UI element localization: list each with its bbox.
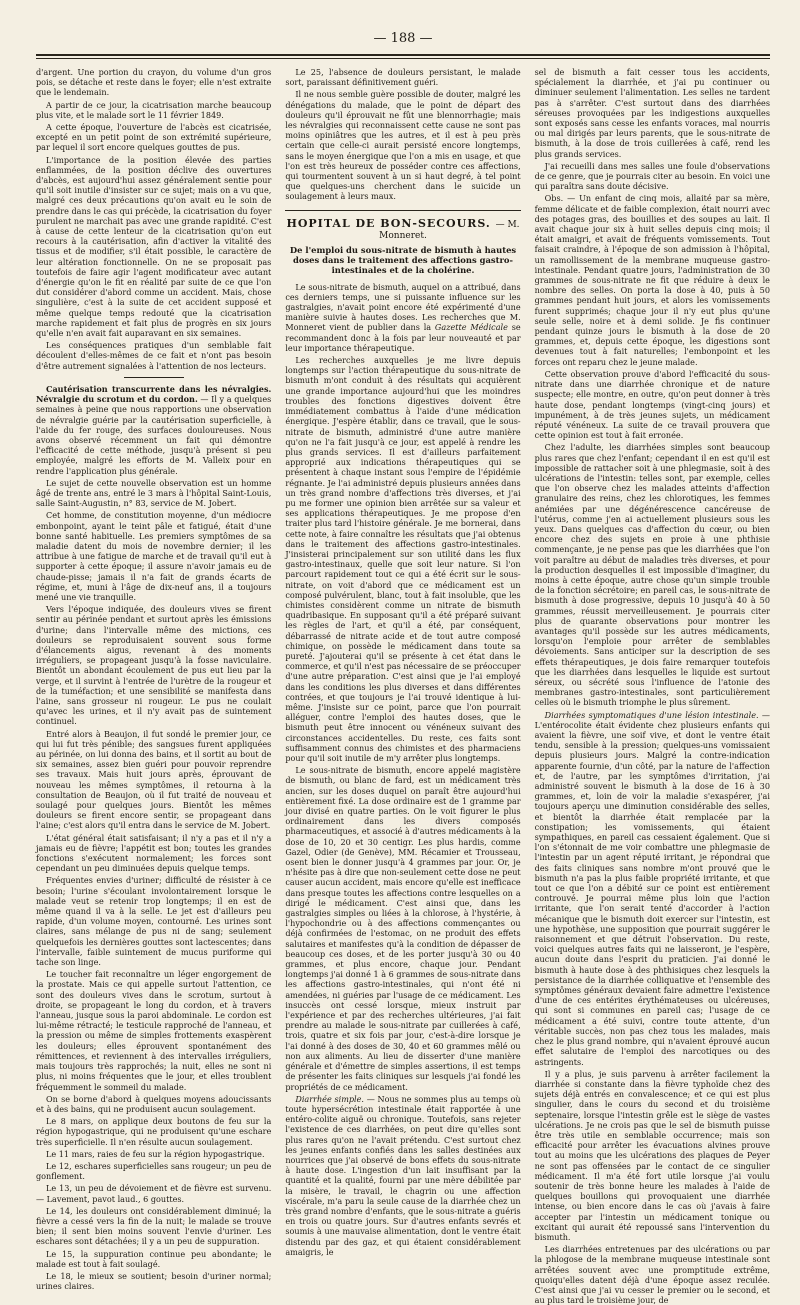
paragraph: Le sous-nitrate de bismuth, encore appelé magistère de bismuth, ou blanc de fard, est un médicament très ancien, sur les doses duquel on paraît être aujourd'hui entièrement fixé. La dose ordinaire est de 1 gramme par jour divisé en quatre parties. On le voit figurer le plus ordinairement dans les divers composés pharmaceutiques, et associé à d'autres médicaments à la dose de 10, 20 et 30 centigr. Les plus hardis, comme Gazel, Odier (de Genève), MM. Récamier et Trousseau, osent bien le donner jusqu'à 4 grammes par jour. Or, je n'hésite pas à dire que non-seulement cette dose ne peut causer aucun accident, mais encore qu'elle est inefficace dans presque toutes les affections contre lesquelles on a dirigé le médicament. C'est ainsi que, dans les gastralgies simples ou liées à la chlorose, à l'hystérie, à l'hypochondrie ou à des affections commençantes ou déjà confirmées de l'estomac, on ne produit des effets salutaires et manifestes qu'à la condition de dépasser de beaucoup ces doses, et de les porter jusqu'à 30 ou 40 grammes, et plus encore, chaque jour. Pendant longtemps j'ai donné 1 à 6 grammes de sous-nitrate dans les affections gastro-intestinales, qui n'ont été ni amendées, ni guéries par l'usage de ce médicament. Les insuccès ont cessé lorsque, mieux instruit par l'expérience et par des recherches ultérieures, j'ai fait prendre au malade le sous-nitrate par cuillerées à café, trois, quatre et six fois par jour, c'est-à-dire lorsque je l'ai donné à des doses de 30, 40 et 60 grammes mêlé ou non aux aliments. Au lieu de disserter d'une manière générale et d'émettre de simples assertions, il est temps de présenter les faits cliniques sur lesquels j'ai fondé les propriétés de ce médicament. xyxy=(285,765,521,1092)
columns xyxy=(36,67,770,1305)
paragraph: Il ne nous semble guère possible de douter, malgré les dénégations du malade, que le point de départ des douleurs qu'il éprouvait ne fût une blennorrhagie; mais les névralgies qui reconnaissent cette cause ne sont pas moins opiniâtres que les autres, et il est à peu près certain que celle-ci aurait persisté encore longtemps, sans le moyen énergique que l'on a mis en usage, et que l'on est très heureux de posséder contre ces affections, qui tourmentent souvent à un si haut degré, à tel point que quelques-uns cherchent dans le suicide un soulagement à leurs maux. xyxy=(285,89,521,202)
paragraph xyxy=(535,193,770,366)
paragraph: Le 14, les douleurs ont considérablement diminué; la fièvre a cessé vers la fin de la nuit; le malade se trouve bien; il sent bien moins souvent l'envie d'uriner. Les eschares sont détachées; il y a un peu de suppuration. xyxy=(36,1205,272,1247)
paragraph: Le 15, la suppuration continue peu abondante; le malade est tout à fait soulagé. xyxy=(36,1248,272,1269)
subsection-title: Diarrhée simple. xyxy=(295,1093,365,1104)
observation-label: Obs. xyxy=(544,193,564,204)
paragraph: Le 12, eschares superficielles sans rougeur; un peu de gonflement. xyxy=(36,1160,272,1182)
header-rule xyxy=(36,54,770,59)
paragraph xyxy=(285,1094,520,1257)
paragraph-text: — Nous ne sommes plus au temps où toute hypersécrétion intestinale était rapportée à une entéro-colite aiguë ou chronique. Toutefois, sans rejeter l'existence de ces diarrhées, on peut dire qu'elles sont plus rares qu'on ne l'avait prétendu. C'est surtout chez les jeunes enfants confiés dans les salles destinées aux nourrices que j'ai observé de bons effets du sous-nitrate à haute dose. L'ingestion d'un lait insuffisant par la quantité et la qualité, fourni par une mère débilitée par la misère, le travail, le chagrin ou une affection viscérale, m'a paru la seule cause de la diarrhée chez un très grand nombre d'enfants, que le sous-nitrate a guéris en trois ou quatre jours. Sur d'autres enfants sevrés et soumis à une mauvaise alimentation, dont le ventre était distendu par des gaz, et qui étaient considérablement amaigris, le xyxy=(285,1093,521,1257)
paragraph-text: — Il y a quelques semaines à peine que nous rapportions une observation de névralgie guérie par la cautérisation superficielle, à l'aide du fer rouge, des surfaces douloureuses. Nous avons observé récemment un fait qui démontre l'efficacité de cette méthode, jusqu'à présent si peu employée, malgré les efforts de M. Valleix pour en rendre l'application plus générale. xyxy=(36,394,272,476)
paragraph-text: — L'entérocolite était évidente chez plusieurs enfants qui avaient la fièvre, une soif vive, et dont le ventre était tendu, sensible à la pression; quelques-uns vomissaient depuis plusieurs jours. Malgré la contre-indication apparente fournie, d'un côté, par la nature de l'affection et, de l'autre, par les symptômes d'irritation, j'ai administré souvent le bismuth à la dose de 16 à 30 grammes, et, loin de voir la maladie s'exaspérer, j'ai toujours aperçu une diminution considérable des selles, et bientôt la diarrhée était remplacée par la constipation; les vomissements, qui étaient sympathiques, en pareil cas cessaient également. Que si l'on s'étonnait de me voir combattre une phlegmasie de l'intestin par un agent réputé irritant, je répondrai que des faits cliniques sans nombre m'ont prouvé que le bismuth n'a pas la plus faible propriété irritante, et que tout ce que l'on a débité sur ce point est entièrement controuvé. Je pourrai même plus loin que l'action irritante, que l'on serait tenté d'accorder à l'action mécanique que le bismuth doit exercer sur l'intestin, est une hypothèse, une supposition que pourrait suggérer le raisonnement et que détruit l'observation. Du reste, voici quelques autres faits qui ne laisseront, je l'espère, aucun doute dans l'esprit du praticien. J'ai donné le bismuth à haute dose à des phthisiques chez lesquels la persistance de la diarrhée colliquative et l'ensemble des symptômes généraux devaient faire admettre l'existence d'une de ces entérites érythémateuses ou ulcéreuses, qui sont si communes en pareil cas; l'usage de ce médicament a été suivi, contre toute attente, d'un véritable succès, non pas chez tous les malades, mais chez le plus grand nombre, qui n'avaient éprouvé aucun effet salutaire de l'emploi des narcotiques ou des astringents. xyxy=(534,709,770,1067)
paragraph: Les recherches auxquelles je me livre depuis longtemps sur l'action thérapeutique du sous-nitrate de bismuth m'ont conduit à des résultats qui acquièrent une grande importance aujourd'hui que les moindres troubles des fonctions digestives doivent être immédiatement combattus à l'aide d'une médication énergique. J'espère établir, dans ce travail, que le sous-nitrate de bismuth, administré d'une autre manière qu'on ne l'a fait jusqu'à ce jour, est appelé à rendre les plus grands services. Il est d'ailleurs parfaitement approprié aux indications thérapeutiques qui se présentent à chaque instant sous l'empire de l'épidémie régnante. Je l'ai administré depuis plusieurs années dans un très grand nombre d'affections très diverses, et j'ai pu me former une opinion bien arrêtée sur sa valeur et ses applications thérapeutiques. Je me propose d'en traiter plus tard l'histoire générale. Je me bornerai, dans cette note, à faire connaître les résultats que j'ai obtenus dans le traitement des affections gastro-intestinales. J'insisterai principalement sur son utilité dans les flux gastro-intestinaux, quelle que soit leur nature. Si l'on parcourt rapidement tout ce qui a été écrit sur le sous-nitrate, on voit d'abord que ce médicament est un composé pulvérulent, blanc, tout à fait insoluble, que les chimistes considèrent comme un nitrate de bismuth quadribasique. En supposant qu'il a été préparé suivant les règles de l'art, et qu'il a été, par conséquent, débarrassé de nitrate acide et de tout autre composé chimique, on possède le médicament dans toute sa pureté. J'ajouterai qu'il se présente à cet état dans le commerce, et qu'il n'est pas nécessaire de se préoccuper d'une autre préparation. C'est ainsi que je l'ai employé dans les conditions les plus diverses et dans différentes contrées, et que toujours je l'ai trouvé identique à lui-même. J'insiste sur ce point, parce que l'on pourrait alléguer, contre l'emploi des hautes doses, que le bismuth peut être innocent ou vénéneux suivant des circonstances accidentelles. Du reste, ces faits sont suffisamment connus des chimistes et des pharmaciens pour qu'il soit inutile de m'y arrêter plus longtemps. xyxy=(285,355,521,763)
column-3 xyxy=(534,67,770,1305)
paragraph xyxy=(535,710,770,1067)
paragraph: L'importance de la position élevée des parties enflammées, de la position déclive des ouvertures d'abcès, est aujourd'hui assez généralement sentie pour qu'il soit inutile d'insister sur ce sujet; mais on a vu que, malgré ces deux précautions qu'on avait eu le soin de prendre dans le cas qui précède, la cicatrisation du foyer purulent ne marchait pas avec une grande rapidité. C'est à cause de cette lenteur de la cicatrisation qu'on eut recours à la cautérisation, afin d'activer la vitalité des tissus et de modifier, s'il était possible, le caractère de leur altération fonctionnelle. On ne se proposait pas toutefois de faire agir l'agent modificateur avec autant d'énergie qu'on le fit en réalité par suite de ce que l'on dut considérer d'abord comme un accident. Mais, chose singulière, c'est à la suite de cet accident supposé et même quelque temps redouté que la cicatrisation marche rapidement et fait plus de progrès en six jours qu'elle n'en avait fait auparavant en six semaines. xyxy=(36,154,272,339)
page-number: — 188 — xyxy=(373,31,433,46)
paragraph: Les diarrhées entretenues par des ulcérations ou par la phlogose de la membrane muqueuse intestinale sont arrêtées souvent avec une promptitude extrême, quoiqu'elles datent déjà d'une époque assez reculée. C'est ainsi que j'ai vu cesser le premier ou le second, et au plus tard le troisième jour, de xyxy=(534,1244,770,1305)
paragraph: Le 25, l'absence de douleurs persistant, le malade sort, paraissant définitivement guéri. xyxy=(285,67,521,88)
paragraph: Cet homme, de constitution moyenne, d'un médiocre embonpoint, ayant le teint pâle et fatigué, était d'une bonne santé habituelle. Les premiers symptômes de sa maladie datent du mois de novembre dernier; il les attribue à une fatigue de marche et de travail qu'il eut à supporter à cette époque; il assure n'avoir jamais eu de chaude-pisse; jamais il n'a fait de grands écarts de régime, et, muni à l'âge de dix-neuf ans, il a toujours mené une vie tranquille. xyxy=(36,510,272,602)
hospital-name: HOPITAL DE BON-SECOURS. xyxy=(286,216,491,230)
paragraph: Entré alors à Beaujon, il fut sondé le premier jour, ce qui lui fut très pénible; des sangsues furent appliquées au périnée, on lui donna des bains, et il sortit au bout de six semaines, assez bien guéri pour pouvoir reprendre ses travaux. Mais huit jours après, éprouvant de nouveau les mêmes symptômes, il retourna à la consultation de Beaujon, où il fut traité de nouveau et soulagé pour quelques jours. Bientôt les mêmes douleurs se firent encore sentir, se propageant dans l'aine; c'est alors qu'il entra dans le service de M. Jobert. xyxy=(36,728,272,831)
paragraph: Cette observation prouve d'abord l'efficacité du sous-nitrate dans une diarrhée chronique et de nature suspecte; elle montre, en outre, qu'on peut donner à très haute dose, pendant longtemps (vingt-cinq jours) et impunément, à de très jeunes sujets, un médicament réputé vénéneux. La suite de ce travail prouvera que cette opinion est tout à fait erronée. xyxy=(534,368,770,441)
column-2 xyxy=(285,67,521,1257)
paragraph: Les conséquences pratiques d'un semblable fait découlent d'elles-mêmes de ce fait et n'ont pas besoin d'être autrement signalées à l'attention de nos lecteurs. xyxy=(36,340,272,371)
paragraph: Le 18, le mieux se soutient; besoin d'uriner normal; urines claires. xyxy=(36,1270,272,1292)
subsection-title: Diarrhées symptomatiques d'une lésion intestinale. xyxy=(544,709,759,720)
paragraph: Le sujet de cette nouvelle observation est un homme âgé de trente ans, entré le 3 mars à l'hôpital Saint-Louis, salle Saint-Augustin, n° 83, service de M. Jobert. xyxy=(36,477,272,509)
article-subtitle: De l'emploi du sous-nitrate de bismuth à hautes doses dans le traitement des affections gastro-intestinales et de la cholérine. xyxy=(289,245,517,276)
paragraph: A cette époque, l'ouverture de l'abcès est cicatrisée, excepté en un petit point de son extrémité supérieure, par lequel il sort encore quelques gouttes de pus. xyxy=(36,122,272,153)
paragraph: Fréquentes envies d'uriner; difficulté de résister à ce besoin; l'urine s'écoulant involontairement lorsque le malade veut se retenir trop longtemps; il en est de même quand il va à la selle. Le jet est d'ailleurs peu rapide, d'un volume moyen, contourné. Les urines sont claires, sans mélange de pus ni de sang; seulement quelquefois les dernières gouttes sont lactescentes; dans l'intervalle, faible suintement de mucus puriforme qui tache son linge. xyxy=(36,875,272,968)
separator xyxy=(285,210,520,211)
separator xyxy=(124,377,184,378)
author-name: — M. Monneret. xyxy=(379,219,520,241)
paragraph: L'état général était satisfaisant; il n'y a pas et il n'y a jamais eu de fièvre; l'appétit est bon; toutes les grandes fonctions s'exécutent normalement; les forces sont cependant un peu diminuées depuis quelque temps. xyxy=(36,832,272,874)
column-1 xyxy=(36,67,272,1292)
paragraph: A partir de ce jour, la cicatrisation marche beaucoup plus vite, et le malade sort le 11 février 1849. xyxy=(36,99,272,120)
paragraph-text: Le sous-nitrate de bismuth, auquel on a attribué, dans ces derniers temps, une si puissante influence sur les gastralgies, n'avait point encore été expérimenté d'une manière suivie à hautes doses. Les recherches que M. Monneret vient de publier dans la xyxy=(285,281,521,333)
article-title: Cautérisation transcurrente dans les névralgies. Névralgie du scrotum et du cordon. xyxy=(36,383,272,405)
paragraph-text: se recommandent donc à la fois par leur nouveauté et par leur importance thérapeutique. xyxy=(285,322,521,353)
paragraph: Le 13, un peu de dévoiement et de fièvre est survenu. — Lavement, pavot laud., 6 gouttes. xyxy=(36,1183,272,1204)
journal-name: Gazette Médicale xyxy=(434,322,508,333)
paragraph: d'argent. Une portion du crayon, du volume d'un gros pois, se détache et reste dans le foyer; elle n'est extraite que le lendemain. xyxy=(36,67,272,98)
paragraph-text: — Un enfant de cinq mois, allaité par sa mère, femme délicate et de faible complexion, était nourri avec des potages gras, des bouillies et des soupes au lait. Il avait chaque jour six à huit selles depuis cinq mois; il était amaigri, et avait de fréquents vomissements. Tout faisait craindre, à l'époque de son admission à l'hôpital, un ramollissement de la membrane muqueuse gastro-intestinale. Pendant quatre jours, l'administration de 30 grammes de sous-nitrate ne fit que réduire à deux le nombre des selles. On porta la dose à 40, puis à 50 grammes pendant huit jours, et alors les vomissements furent supprimés; chaque jour il n'y eut plus qu'une seule selle, noire et à demi solide. Je fis continuer pendant quinze jours le bismuth à la dose de 20 grammes, et, depuis cette époque, les digestions sont devenues tout à fait naturelles; l'embonpoint et les forces ont reparu chez le jeune malade. xyxy=(534,193,770,367)
paragraph: Chez l'adulte, les diarrhées simples sont beaucoup plus rares que chez l'enfant; cependant il en est qu'il est impossible de rattacher soit à une phlegmasie, soit à des ulcérations de l'intestin: telles sont, par exemple, celles que l'on observe chez les malades atteints d'affection granulaire des reins, chez les chlorotiques, les femmes anémiées par une dégénérescence cancéreuse de l'utérus, comme j'en ai actuellement plusieurs sous les yeux. Dans quelques cas d'affection du cœur, ou bien encore chez des sujets en proie à une phthisie commençante, je ne pense pas que les diarrhées que l'on voit paraître au début de maladies très diverses, et pour la production desquelles il est impossible d'imaginer, du moins à cette époque, autre chose qu'un simple trouble de la fonction sécrétoire; en pareil cas, le sous-nitrate de bismuth à dose progressive, depuis 10 jusqu'à 40 à 50 grammes, réussit merveilleusement. Je pourrais citer plus de quarante observations pour montrer les avantages qu'il possède sur les autres médicaments, lorsqu'on l'emploie pour arrêter de semblables dévoiements. Sans anticiper sur la description de ses effets thérapeutiques, je dois faire remarquer toutefois que les diarrhées dans lesquelles le liquide est surtout séreux, ou sécrété sous l'influence de l'atonie des membranes gastro-intestinales, sont particulièrement celles où le bismuth triomphe le plus sûrement. xyxy=(534,442,770,708)
paragraph: On se borne d'abord à quelques moyens adoucissants et à des bains, qui ne produisent aucun soulagement. xyxy=(36,1093,272,1114)
section-heading xyxy=(285,216,520,241)
paragraph: Il y a plus, je suis parvenu à arrêter facilement la diarrhée si constante dans la fièvre typhoïde chez des sujets déjà entrés en convalescence; et ce qui est plus singulier, dans le cours du second et du troisième septenaire, lorsque l'intestin grêle est le siège de vastes ulcérations. Je ne crois pas que le sel de bismuth puisse être très utile en semblable occurrence; mais son efficacité pour arrêter les évacuations alvines prouve tout au moins que les ulcérations des plaques de Peyer ne sont pas offensées par le contact de ce singulier médicament. Il m'a été fort utile lorsque j'ai voulu soutenir de très bonne heure les malades à l'aide de quelques bouillons qui provoquaient une diarrhée intense, ou bien encore dans le cas où j'avais à faire accepter par l'intestin un médicament tonique ou excitant qui aurait été repoussé sans l'intervention du bismuth. xyxy=(534,1068,770,1242)
paragraph xyxy=(285,282,520,353)
paragraph: Le 11 mars, raies de feu sur la région hypogastrique. xyxy=(46,1148,265,1159)
paragraph: Vers l'époque indiquée, des douleurs vives se firent sentir au périnée pendant et surtout après les émissions d'urine; dans l'intervalle même des mictions, ces douleurs se reproduisaient souvent sous forme d'élancements aigus, revenant à des moments irréguliers, se propageant jusqu'à la fosse naviculaire. Bientôt un abondant écoulement de pus eut lieu par la verge, et il survint à l'entrée de l'urètre de la rougeur et de la tuméfaction; et une sensibilité se manifesta dans l'aine, sans grosseur ni rougeur. Le pus ne coulait qu'avec les urines, et il n'y avait pas de suintement continuel. xyxy=(36,604,272,727)
paragraph: J'ai recueilli dans mes salles une foule d'observations de ce genre, que je pourrais citer au besoin. En voici une qui paraîtra sans doute décisive. xyxy=(534,160,770,192)
paragraph: sel de bismuth a fait cesser tous les accidents, spécialement la diarrhée, et j'ai pu continuer ou diminuer seulement l'alimentation. Les selles ne tardent pas à s'arrêter. C'est surtout dans des diarrhées séreuses provoquées par les indigestions auxquelles sont exposés sans cesse les enfants voraces, mal nourris ou mal dirigés par leurs parents, que le sous-nitrate de bismuth, à la dose de trois cuillerées à café, rend les plus grands services. xyxy=(534,67,770,159)
paragraph xyxy=(36,384,271,476)
paragraph: Le 8 mars, on applique deux boutons de feu sur la région hypogastrique, qui ne produisent qu'une eschare très superficielle. Il n'en résulte aucun soulagement. xyxy=(36,1116,272,1147)
paragraph: Le toucher fait reconnaître un léger engorgement de la prostate. Mais ce qui appelle surtout l'attention, ce sont des douleurs vives dans le scrotum, surtout à droite, se propageant le long du cordon, et à travers l'anneau, jusque sous la paroi abdominale. Le cordon est lui-même rétracté; le testicule rapproché de l'anneau, et la pression ou même de simples frottements exaspèrent les douleurs; elles éprouvent spontanément des rémittences, et reviennent à des intervalles irréguliers, mais toujours très rapprochés; la nuit, elles ne sont ni plus, ni moins fréquentes que le jour, et elles troublent fréquemment le sommeil du malade. xyxy=(36,969,272,1092)
